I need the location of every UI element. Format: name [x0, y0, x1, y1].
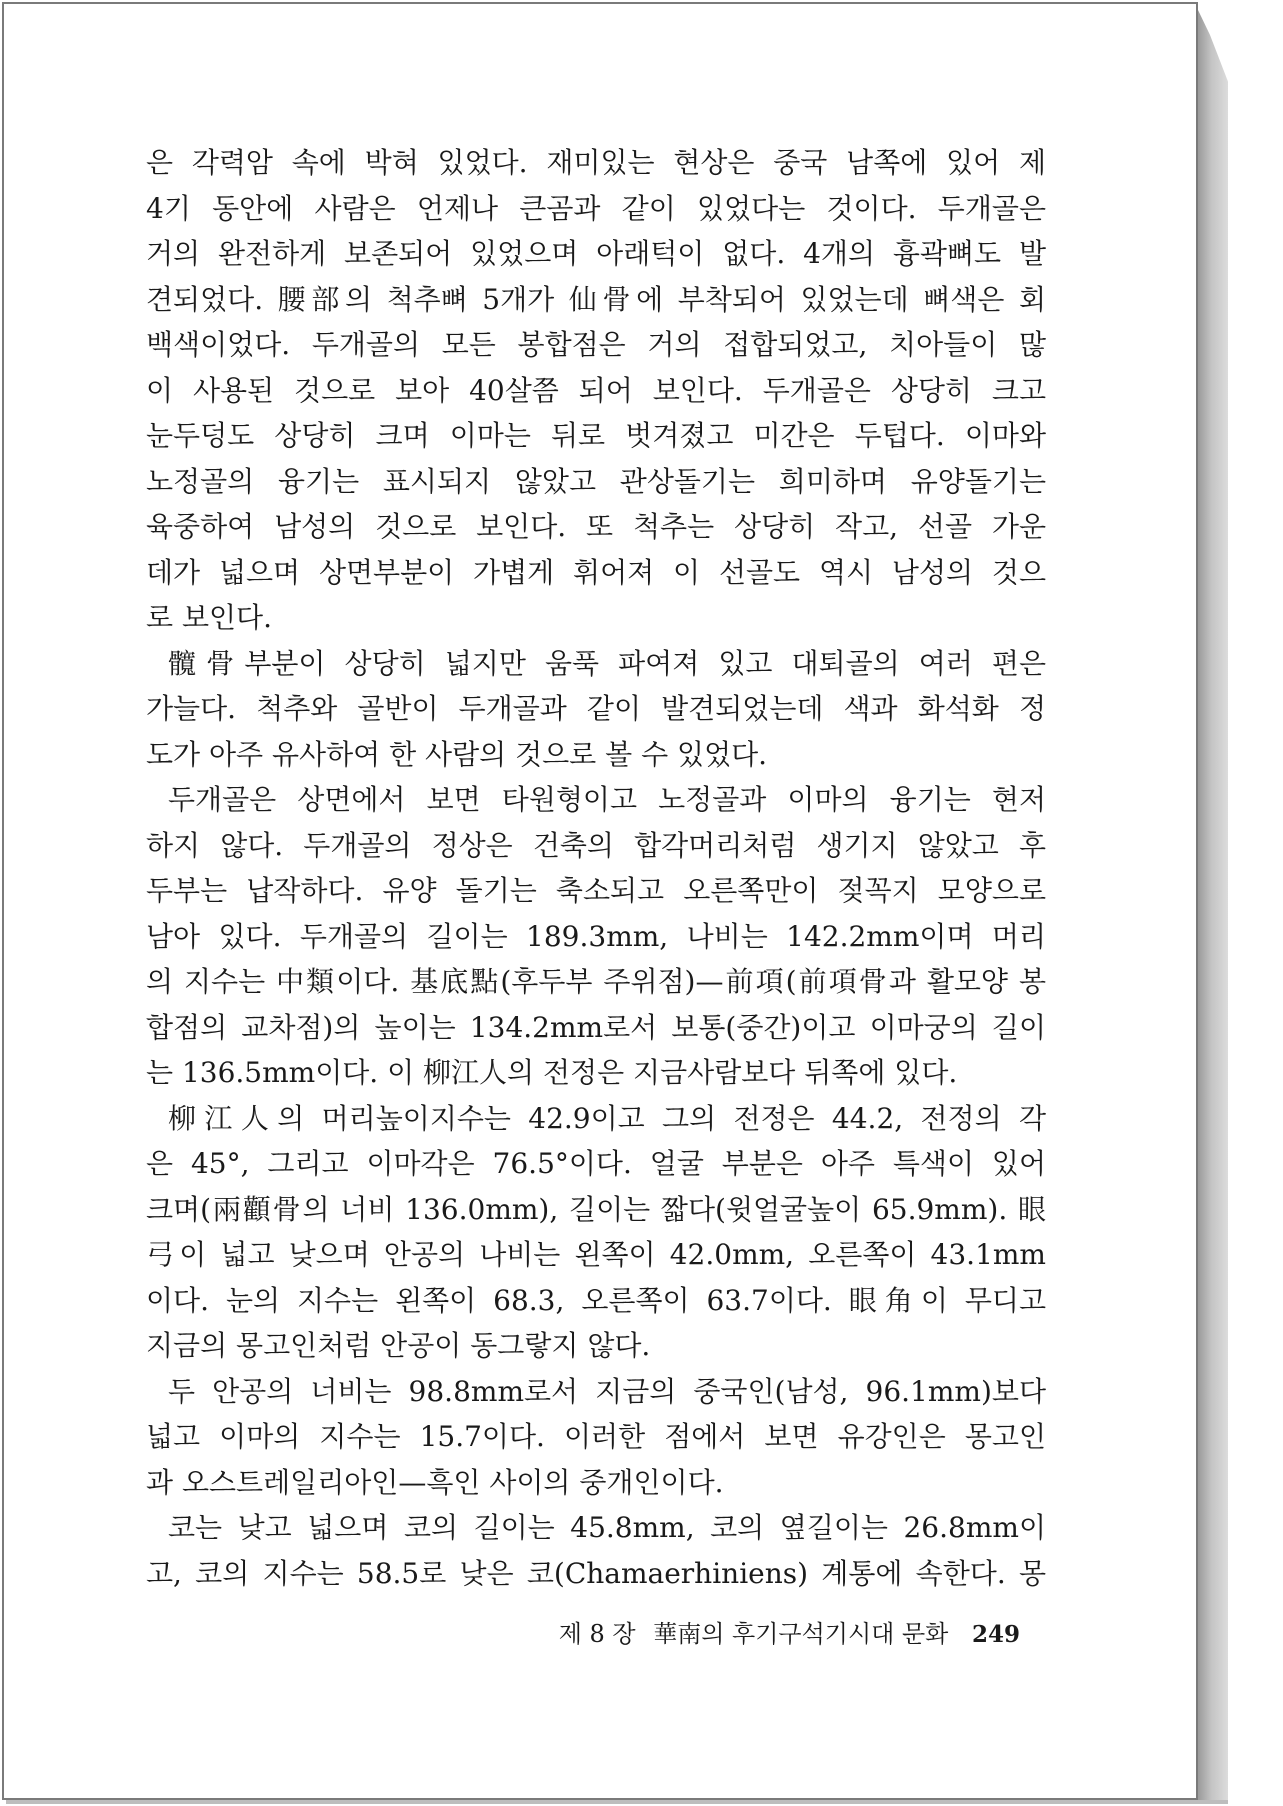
text-line: 견되었다. 腰部의 척추뼈 5개가 仙骨에 부착되어 있었는데 뼈색은 회	[146, 282, 1046, 316]
text-line: 로 보인다.	[146, 601, 272, 634]
text-line: 는 136.5mm이다. 이 柳江人의 전정은 지금사람보다 뒤쪽에 있다.	[146, 1056, 958, 1089]
text-line: 고, 코의 지수는 58.5로 낮은 코(Chamaerhiniens) 계통에 속한다. 몽	[146, 1556, 1046, 1590]
text-line: 크며(兩顴骨의 너비 136.0mm), 길이는 짧다(윗얼굴높이 65.9mm). 眼	[146, 1192, 1046, 1226]
text-line: 가늘다. 척추와 골반이 두개골과 같이 발견되었는데 색과 화석화 정	[146, 692, 1046, 725]
text-line: 도가 아주 유사하여 한 사람의 것으로 볼 수 있었다.	[146, 737, 768, 771]
text-line: 의 지수는 中類이다. 基底點(후두부 주위점)—前項(前項骨과 활모양 봉	[146, 965, 1046, 998]
text-line: 남아 있다. 두개골의 길이는 189.3mm, 나비는 142.2mm이며 머리	[146, 919, 1046, 953]
page-edge	[1198, 10, 1228, 1800]
text-line: 하지 않다. 두개골의 정상은 건축의 합각머리처럼 생기지 않았고 후	[146, 828, 1046, 862]
text-line: 지금의 몽고인처럼 안공이 동그랗지 않다.	[146, 1329, 651, 1362]
footer-title: 華南의 후기구석기시대 문화	[653, 1620, 949, 1648]
text-line: 육중하여 남성의 것으로 보인다. 또 척추는 상당히 작고, 선골 가운	[146, 510, 1046, 543]
text-line: 두개골은 상면에서 보면 타원형이고 노정골과 이마의 융기는 현저	[168, 783, 1046, 816]
text-line: 과 오스트레일리아인—흑인 사이의 중개인이다.	[146, 1465, 724, 1499]
footer-chapter: 제 8 장	[558, 1620, 636, 1648]
text-line: 4기 동안에 사람은 언제나 큰곰과 같이 있었다는 것이다. 두개골은	[146, 191, 1046, 225]
text-line: 두 안공의 너비는 98.8mm로서 지금의 중국인(남성, 96.1mm)보다	[168, 1374, 1046, 1408]
text-line: 은 45°, 그리고 이마각은 76.5°이다. 얼굴 부분은 아주 특색이 있어	[146, 1147, 1046, 1180]
text-line: 弓이 넓고 낮으며 안공의 나비는 왼쪽이 42.0mm, 오른쪽이 43.1mm	[146, 1238, 1046, 1271]
text-line: 이 사용된 것으로 보아 40살쯤 되어 보인다. 두개골은 상당히 크고	[146, 373, 1046, 407]
text-line: 데가 넓으며 상면부분이 가볍게 휘어져 이 선골도 역시 남성의 것으	[146, 555, 1046, 589]
page-shadow	[6, 1800, 1228, 1804]
text-line: 이다. 눈의 지수는 왼쪽이 68.3, 오른쪽이 63.7이다. 眼角이 무디고	[146, 1283, 1046, 1317]
page-number: 249	[971, 1621, 1020, 1648]
text-line: 눈두덩도 상당히 크며 이마는 뒤로 벗겨졌고 미간은 두텁다. 이마와	[146, 419, 1046, 452]
text-line: 넓고 이마의 지수는 15.7이다. 이러한 점에서 보면 유강인은 몽고인	[146, 1420, 1046, 1453]
text-line: 柳江人의 머리높이지수는 42.9이고 그의 전정은 44.2, 전정의 각	[168, 1101, 1046, 1135]
text-line: 두부는 납작하다. 유양 돌기는 축소되고 오른쪽만이 젖꼭지 모양으로	[146, 874, 1046, 907]
text-line: 거의 완전하게 보존되어 있었으며 아래턱이 없다. 4개의 흉곽뼈도 발	[146, 237, 1046, 270]
page-footer	[520, 1614, 1020, 1649]
text-line: 코는 낮고 넓으며 코의 길이는 45.8mm, 코의 옆길이는 26.8mm이	[168, 1511, 1046, 1544]
text-line: 은 각력암 속에 박혀 있었다. 재미있는 현상은 중국 남쪽에 있어 제	[146, 146, 1046, 179]
text-line: 髖骨부분이 상당히 넓지만 움푹 파여져 있고 대퇴골의 여러 편은	[168, 646, 1046, 680]
text-line: 백색이었다. 두개골의 모든 봉합점은 거의 접합되었고, 치아들이 많	[146, 328, 1046, 361]
text-line: 노정골의 융기는 표시되지 않았고 관상돌기는 희미하며 유양돌기는	[146, 464, 1046, 498]
body-text	[146, 140, 1046, 1596]
text-line: 합점의 교차점)의 높이는 134.2mm로서 보통(중간)이고 이마궁의 길이	[146, 1010, 1046, 1044]
